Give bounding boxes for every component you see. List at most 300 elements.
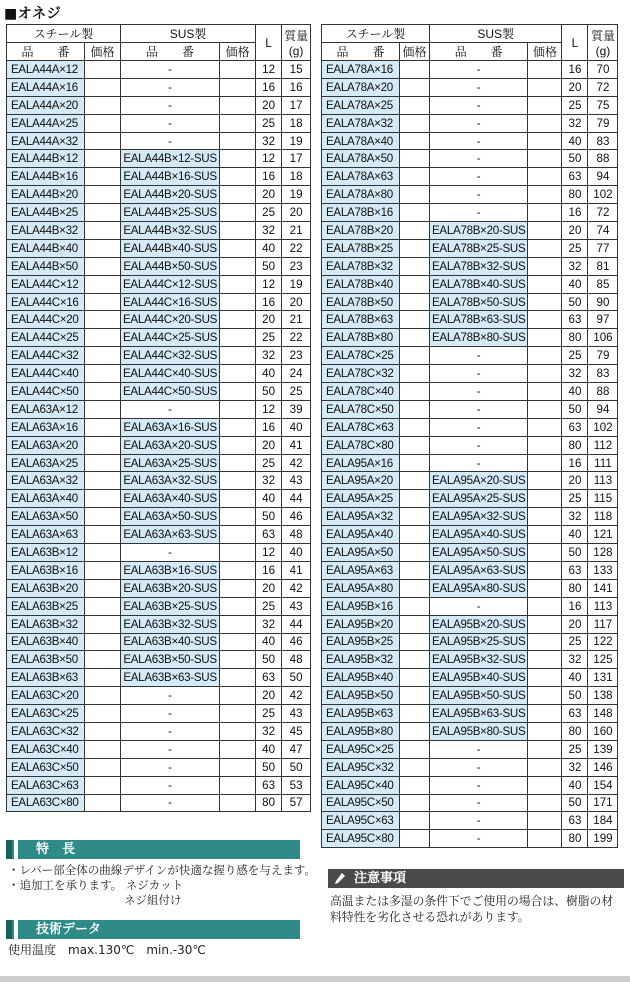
steel-code-cell: EALA95A×40 [322, 526, 400, 544]
steel-code-cell: EALA63B×63 [7, 669, 85, 687]
steel-price-cell [400, 78, 430, 96]
steel-price-cell [85, 329, 121, 347]
steel-price-cell [400, 579, 430, 597]
sus-code-cell: EALA63B×32-SUS [121, 615, 220, 633]
steel-price-cell [400, 687, 430, 705]
mass-cell: 81 [588, 257, 618, 275]
steel-price-cell [85, 96, 121, 114]
mass-cell: 46 [282, 633, 311, 651]
length-cell: 50 [562, 293, 588, 311]
mass-cell: 111 [588, 454, 618, 472]
mass-cell: 40 [282, 544, 311, 562]
header-mass [588, 25, 618, 61]
caution-line-2: 料特性を劣化させる恐れがあります。 [330, 910, 530, 924]
sus-code-cell: EALA95A×25-SUS [430, 490, 528, 508]
steel-price-cell [400, 561, 430, 579]
length-cell: 32 [562, 114, 588, 132]
sus-price-cell [528, 508, 562, 526]
table-row [322, 758, 618, 776]
sus-price-cell [528, 633, 562, 651]
steel-code-cell: EALA63B×16 [7, 561, 85, 579]
length-cell: 63 [256, 669, 282, 687]
steel-code-cell: EALA95B×50 [322, 687, 400, 705]
sus-code-cell: EALA44C×40-SUS [121, 365, 220, 383]
mass-cell: 171 [588, 794, 618, 812]
header-mass-unit: (g) [595, 44, 611, 58]
mass-cell: 25 [282, 383, 311, 401]
steel-code-cell: EALA44C×12 [7, 275, 85, 293]
mass-cell: 21 [282, 311, 311, 329]
steel-price-cell [400, 544, 430, 562]
sus-code-cell: EALA63A×32-SUS [121, 472, 220, 490]
steel-code-cell: EALA95B×80 [322, 722, 400, 740]
mass-cell: 148 [588, 705, 618, 723]
mass-cell: 106 [588, 329, 618, 347]
sus-price-cell [220, 740, 256, 758]
length-cell: 25 [256, 114, 282, 132]
steel-price-cell [400, 311, 430, 329]
length-cell: 32 [562, 651, 588, 669]
steel-code-cell: EALA95C×80 [322, 830, 400, 848]
steel-price-cell [85, 365, 121, 383]
table-row [322, 669, 618, 687]
mass-cell: 131 [588, 669, 618, 687]
sus-price-cell [528, 257, 562, 275]
header-steel: スチール製 [7, 25, 121, 43]
table-row [7, 239, 311, 257]
mass-cell: 15 [282, 61, 311, 79]
caution-heading: 注意事項 [354, 871, 407, 886]
mass-cell: 45 [282, 722, 311, 740]
sus-code-cell: EALA63B×40-SUS [121, 633, 220, 651]
length-cell: 80 [562, 329, 588, 347]
table-row [322, 436, 618, 454]
sus-code-cell: EALA63A×40-SUS [121, 490, 220, 508]
steel-code-cell: EALA63A×20 [7, 436, 85, 454]
mass-cell: 72 [588, 78, 618, 96]
length-cell: 16 [256, 78, 282, 96]
steel-code-cell: EALA63C×80 [7, 794, 85, 812]
features-heading: 特 長 [6, 840, 300, 859]
mass-cell: 77 [588, 239, 618, 257]
steel-price-cell [400, 418, 430, 436]
sus-price-cell [220, 222, 256, 240]
sus-price-cell [528, 472, 562, 490]
steel-price-cell [400, 365, 430, 383]
sus-code-cell: EALA63A×63-SUS [121, 526, 220, 544]
steel-code-cell: EALA63A×25 [7, 454, 85, 472]
length-cell: 40 [562, 526, 588, 544]
steel-price-cell [85, 597, 121, 615]
table-row [7, 150, 311, 168]
table-row [322, 311, 618, 329]
steel-price-cell [400, 293, 430, 311]
sus-price-cell [220, 61, 256, 79]
steel-code-cell: EALA63A×50 [7, 508, 85, 526]
steel-price-cell [400, 758, 430, 776]
mass-cell: 19 [282, 275, 311, 293]
sus-price-cell [220, 508, 256, 526]
sus-code-cell: - [430, 830, 528, 848]
sus-code-cell: EALA44C×16-SUS [121, 293, 220, 311]
steel-code-cell: EALA44C×20 [7, 311, 85, 329]
table-row [322, 204, 618, 222]
length-cell: 16 [256, 293, 282, 311]
steel-price-cell [400, 347, 430, 365]
sus-code-cell: EALA95A×32-SUS [430, 508, 528, 526]
length-cell: 32 [256, 722, 282, 740]
table-row [7, 579, 311, 597]
mass-cell: 112 [588, 436, 618, 454]
mass-cell: 21 [282, 222, 311, 240]
length-cell: 25 [256, 454, 282, 472]
table-row [322, 150, 618, 168]
steel-price-cell [400, 830, 430, 848]
steel-price-cell [85, 794, 121, 812]
mass-cell: 18 [282, 114, 311, 132]
sus-price-cell [220, 418, 256, 436]
header-code: 品 番 [7, 43, 85, 61]
steel-code-cell: EALA78A×32 [322, 114, 400, 132]
page-title: ■オネジ [4, 6, 62, 22]
sus-price-cell [528, 347, 562, 365]
sus-code-cell: - [430, 400, 528, 418]
steel-price-cell [85, 508, 121, 526]
table-row [322, 114, 618, 132]
steel-code-cell: EALA63B×25 [7, 597, 85, 615]
length-cell: 12 [256, 61, 282, 79]
steel-price-cell [85, 311, 121, 329]
sus-code-cell: - [430, 204, 528, 222]
sus-code-cell: EALA95A×50-SUS [430, 544, 528, 562]
table-row [7, 96, 311, 114]
steel-code-cell: EALA78C×63 [322, 418, 400, 436]
table-row [322, 329, 618, 347]
mass-cell: 42 [282, 454, 311, 472]
caution-header [328, 869, 624, 888]
steel-price-cell [400, 615, 430, 633]
steel-price-cell [85, 257, 121, 275]
steel-code-cell: EALA63B×32 [7, 615, 85, 633]
steel-code-cell: EALA44B×40 [7, 239, 85, 257]
length-cell: 80 [562, 436, 588, 454]
sus-code-cell: EALA78B×80-SUS [430, 329, 528, 347]
sus-code-cell: EALA95B×63-SUS [430, 705, 528, 723]
steel-price-cell [400, 740, 430, 758]
length-cell: 12 [256, 544, 282, 562]
length-cell: 25 [256, 597, 282, 615]
sus-code-cell: EALA63B×25-SUS [121, 597, 220, 615]
header-price: 価格 [85, 43, 121, 61]
tech-line-1: 使用温度 max.130℃ min.-30℃ [8, 943, 206, 957]
table-row [7, 418, 311, 436]
length-cell: 63 [562, 418, 588, 436]
sus-code-cell: - [430, 365, 528, 383]
sus-price-cell [528, 687, 562, 705]
mass-cell: 74 [588, 222, 618, 240]
sus-price-cell [528, 311, 562, 329]
length-cell: 80 [562, 186, 588, 204]
sus-price-cell [220, 257, 256, 275]
mass-cell: 16 [282, 78, 311, 96]
sus-code-cell: - [121, 740, 220, 758]
steel-code-cell: EALA63C×32 [7, 722, 85, 740]
steel-code-cell: EALA78A×40 [322, 132, 400, 150]
steel-code-cell: EALA44C×32 [7, 347, 85, 365]
mass-cell: 41 [282, 561, 311, 579]
length-cell: 40 [562, 275, 588, 293]
table-row [322, 830, 618, 848]
sus-price-cell [528, 454, 562, 472]
sus-price-cell [528, 168, 562, 186]
length-cell: 25 [256, 329, 282, 347]
table-row [322, 633, 618, 651]
steel-code-cell: EALA95C×50 [322, 794, 400, 812]
mass-cell: 44 [282, 490, 311, 508]
product-table-right [321, 24, 618, 848]
table-row [322, 132, 618, 150]
sus-code-cell: EALA95B×20-SUS [430, 615, 528, 633]
table-row [7, 365, 311, 383]
sus-price-cell [528, 239, 562, 257]
length-cell: 40 [256, 365, 282, 383]
steel-price-cell [85, 436, 121, 454]
mass-cell: 53 [282, 776, 311, 794]
length-cell: 50 [256, 758, 282, 776]
header-sus: SUS製 [430, 25, 562, 43]
mass-cell: 121 [588, 526, 618, 544]
table-row [7, 705, 311, 723]
steel-code-cell: EALA63C×20 [7, 687, 85, 705]
table-row [322, 508, 618, 526]
steel-price-cell [400, 383, 430, 401]
steel-code-cell: EALA78C×50 [322, 400, 400, 418]
sus-code-cell: EALA95B×80-SUS [430, 722, 528, 740]
steel-price-cell [400, 222, 430, 240]
length-cell: 20 [256, 687, 282, 705]
sus-price-cell [528, 579, 562, 597]
steel-code-cell: EALA44A×25 [7, 114, 85, 132]
sus-price-cell [528, 561, 562, 579]
length-cell: 63 [562, 705, 588, 723]
sus-code-cell: - [121, 61, 220, 79]
steel-price-cell [400, 186, 430, 204]
length-cell: 32 [562, 508, 588, 526]
steel-price-cell [85, 579, 121, 597]
steel-price-cell [85, 150, 121, 168]
steel-price-cell [85, 400, 121, 418]
mass-cell: 48 [282, 651, 311, 669]
mass-cell: 20 [282, 204, 311, 222]
sus-code-cell: - [430, 186, 528, 204]
sus-code-cell: EALA63A×20-SUS [121, 436, 220, 454]
sus-price-cell [220, 651, 256, 669]
steel-price-cell [400, 257, 430, 275]
steel-price-cell [85, 669, 121, 687]
steel-price-cell [85, 740, 121, 758]
sus-code-cell: - [430, 418, 528, 436]
steel-code-cell: EALA63A×63 [7, 526, 85, 544]
table-row [7, 758, 311, 776]
steel-price-cell [400, 329, 430, 347]
sus-code-cell: EALA95B×40-SUS [430, 669, 528, 687]
length-cell: 40 [256, 740, 282, 758]
steel-code-cell: EALA78B×80 [322, 329, 400, 347]
steel-price-cell [400, 669, 430, 687]
steel-code-cell: EALA78B×25 [322, 239, 400, 257]
sus-code-cell: EALA44B×25-SUS [121, 204, 220, 222]
sus-code-cell: EALA44B×20-SUS [121, 186, 220, 204]
sus-price-cell [528, 758, 562, 776]
steel-code-cell: EALA44A×16 [7, 78, 85, 96]
sus-price-cell [528, 275, 562, 293]
sus-code-cell: - [121, 722, 220, 740]
table-row [7, 61, 311, 79]
steel-code-cell: EALA78A×25 [322, 96, 400, 114]
table-row [7, 615, 311, 633]
sus-code-cell: - [430, 454, 528, 472]
mass-cell: 115 [588, 490, 618, 508]
steel-code-cell: EALA95A×32 [322, 508, 400, 526]
length-cell: 63 [256, 526, 282, 544]
length-cell: 12 [256, 150, 282, 168]
mass-cell: 50 [282, 758, 311, 776]
sus-code-cell: EALA63B×50-SUS [121, 651, 220, 669]
table-row [7, 329, 311, 347]
sus-price-cell [220, 347, 256, 365]
header-length: L [562, 25, 588, 61]
mass-cell: 44 [282, 615, 311, 633]
steel-price-cell [85, 239, 121, 257]
mass-cell: 43 [282, 472, 311, 490]
steel-price-cell [85, 705, 121, 723]
sus-price-cell [528, 418, 562, 436]
length-cell: 63 [562, 311, 588, 329]
mass-cell: 85 [588, 275, 618, 293]
mass-cell: 88 [588, 150, 618, 168]
mass-cell: 42 [282, 579, 311, 597]
length-cell: 16 [256, 168, 282, 186]
steel-price-cell [400, 275, 430, 293]
sus-price-cell [220, 633, 256, 651]
length-cell: 63 [562, 812, 588, 830]
length-cell: 40 [256, 490, 282, 508]
steel-code-cell: EALA63A×40 [7, 490, 85, 508]
length-cell: 32 [562, 365, 588, 383]
mass-cell: 113 [588, 472, 618, 490]
mass-cell: 83 [588, 132, 618, 150]
sus-price-cell [220, 794, 256, 812]
length-cell: 32 [256, 472, 282, 490]
mass-cell: 41 [282, 436, 311, 454]
sus-price-cell [220, 758, 256, 776]
mass-cell: 125 [588, 651, 618, 669]
table-row [7, 383, 311, 401]
table-row [7, 687, 311, 705]
steel-code-cell: EALA63C×63 [7, 776, 85, 794]
steel-code-cell: EALA63B×12 [7, 544, 85, 562]
mass-cell: 117 [588, 615, 618, 633]
sus-price-cell [220, 150, 256, 168]
steel-code-cell: EALA95A×20 [322, 472, 400, 490]
mass-cell: 72 [588, 204, 618, 222]
sus-price-cell [528, 365, 562, 383]
length-cell: 63 [562, 561, 588, 579]
sus-code-cell: - [121, 705, 220, 723]
mass-cell: 23 [282, 257, 311, 275]
sus-code-cell: EALA78B×63-SUS [430, 311, 528, 329]
table-row [7, 400, 311, 418]
sus-price-cell [220, 329, 256, 347]
sus-price-cell [220, 96, 256, 114]
length-cell: 25 [562, 96, 588, 114]
length-cell: 16 [256, 561, 282, 579]
steel-price-cell [85, 383, 121, 401]
steel-code-cell: EALA63B×50 [7, 651, 85, 669]
steel-code-cell: EALA95A×16 [322, 454, 400, 472]
sus-code-cell: EALA78B×40-SUS [430, 275, 528, 293]
steel-price-cell [85, 490, 121, 508]
header-steel: スチール製 [322, 25, 430, 43]
steel-code-cell: EALA95B×25 [322, 633, 400, 651]
mass-cell: 128 [588, 544, 618, 562]
table-row [7, 222, 311, 240]
sus-code-cell: EALA44C×32-SUS [121, 347, 220, 365]
length-cell: 12 [256, 400, 282, 418]
mass-cell: 102 [588, 186, 618, 204]
sus-price-cell [220, 687, 256, 705]
steel-code-cell: EALA44C×25 [7, 329, 85, 347]
length-cell: 20 [256, 96, 282, 114]
mass-cell: 133 [588, 561, 618, 579]
sus-price-cell [528, 544, 562, 562]
steel-code-cell: EALA63C×25 [7, 705, 85, 723]
steel-price-cell [400, 114, 430, 132]
mass-cell: 184 [588, 812, 618, 830]
sus-price-cell [528, 830, 562, 848]
length-cell: 50 [256, 651, 282, 669]
steel-code-cell: EALA44B×16 [7, 168, 85, 186]
sus-code-cell: - [430, 168, 528, 186]
sus-code-cell: - [121, 132, 220, 150]
sus-price-cell [528, 669, 562, 687]
steel-code-cell: EALA78B×40 [322, 275, 400, 293]
table-row [322, 615, 618, 633]
header-mass [282, 25, 311, 61]
sus-price-cell [528, 722, 562, 740]
length-cell: 32 [256, 347, 282, 365]
length-cell: 32 [256, 222, 282, 240]
steel-code-cell: EALA44C×50 [7, 383, 85, 401]
sus-price-cell [220, 168, 256, 186]
mass-cell: 17 [282, 96, 311, 114]
length-cell: 20 [562, 472, 588, 490]
length-cell: 16 [562, 454, 588, 472]
table-row [7, 526, 311, 544]
sus-code-cell: - [121, 687, 220, 705]
sus-code-cell: - [121, 776, 220, 794]
steel-price-cell [400, 150, 430, 168]
steel-price-cell [85, 78, 121, 96]
length-cell: 50 [562, 544, 588, 562]
steel-code-cell: EALA44C×40 [7, 365, 85, 383]
table-row [322, 168, 618, 186]
steel-code-cell: EALA95B×40 [322, 669, 400, 687]
steel-code-cell: EALA63B×20 [7, 579, 85, 597]
table-row [322, 812, 618, 830]
sus-price-cell [220, 544, 256, 562]
sus-price-cell [528, 776, 562, 794]
